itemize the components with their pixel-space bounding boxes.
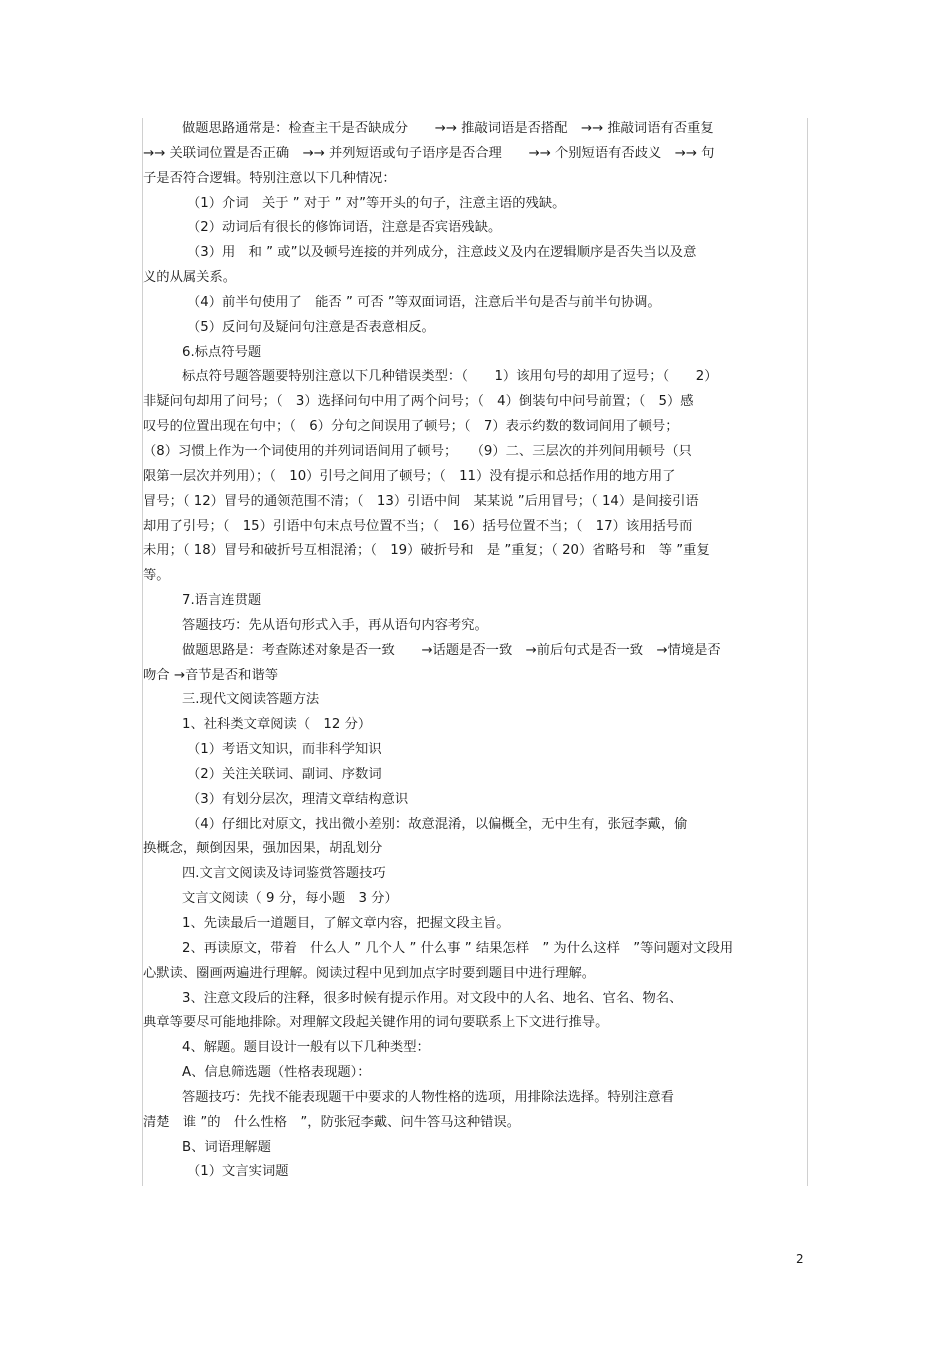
text-line: （3）有划分层次，理清文章结构意识 — [187, 791, 409, 807]
text-line: 却用了引号；（ 15）引语中句末点号位置不当；（ 16）括号位置不当；（ 17）该用括号而 — [143, 518, 693, 534]
page-number: 2 — [796, 1252, 804, 1266]
text-line: 限第一层次并列用）；（ 10）引号之间用了顿号；（ 11）没有提示和总括作用的地方用了 — [143, 468, 676, 484]
text-line: （1）考语文知识，而非科学知识 — [187, 742, 382, 758]
text-line: 6.标点符号题 — [182, 344, 262, 360]
text-line: （3）用 和 ” 或”以及顿号连接的并列成分，注意歧义及内在逻辑顺序是否失当以及意 — [187, 245, 697, 261]
text-line: 2、再读原文，带着 什么人 ” 几个人 ” 什么事 ” 结果怎样 ” 为什么这样 ”等问题对文段用 — [182, 940, 734, 956]
text-line: 文言文阅读（ 9 分，每小题 3 分） — [182, 891, 398, 907]
text-line: A、信息筛选题（性格表现题）： — [182, 1065, 371, 1081]
text-line: 典章等要尽可能地排除。对理解文段起关键作用的词句要联系上下文进行推导。 — [143, 1015, 609, 1031]
text-line: 答题技巧：先找不能表现题干中要求的人物性格的选项，用排除法选择。特别注意看 — [182, 1089, 674, 1105]
text-line: 4、解题。题目设计一般有以下几种类型： — [182, 1040, 430, 1056]
text-line: 答题技巧：先从语句形式入手，再从语句内容考究。 — [182, 617, 488, 633]
text-line: 7.语言连贯题 — [182, 593, 262, 609]
text-line: 3、注意文段后的注释，很多时候有提示作用。对文段中的人名、地名、官名、物名、 — [182, 990, 683, 1006]
text-line: 吻合 →音节是否和谐等 — [143, 667, 279, 683]
text-line: （1）介词 关于 ” 对于 ” 对”等开头的句子，注意主语的残缺。 — [187, 195, 566, 211]
text-line: （1）文言实词题 — [187, 1164, 289, 1180]
text-line: 等。 — [143, 568, 170, 584]
text-line: （5）反问句及疑问句注意是否表意相反。 — [187, 319, 435, 335]
text-line: 换概念，颠倒因果，强加因果，胡乱划分 — [143, 841, 383, 857]
text-line: 子是否符合逻辑。特别注意以下几种情况： — [143, 170, 396, 186]
text-line: 心默读、圈画两遍进行理解。阅读过程中见到加点字时要到题目中进行理解。 — [143, 965, 596, 981]
text-line: 冒号；（ 12）冒号的通领范围不清；（ 13）引语中间 某某说 ”后用冒号；（ 14）是间接引语 — [143, 493, 699, 509]
text-line: 做题思路通常是：检查主干是否缺成分 →→ 推敲词语是否搭配 →→ 推敲词语有否重复 — [182, 121, 714, 136]
text-line: 1、社科类文章阅读（ 12 分） — [182, 717, 372, 733]
text-line: 叹号的位置出现在句中；（ 6）分句之间误用了顿号；（ 7）表示约数的数词间用了顿号； — [143, 419, 679, 435]
text-line: 义的从属关系。 — [143, 270, 237, 286]
text-line: →→ 关联词位置是否正确 →→ 并列短语或句子语序是否合理 →→ 个别短语有否歧义 →→ 句 — [143, 145, 715, 161]
text-line: 做题思路是：考查陈述对象是否一致 →话题是否一致 →前后句式是否一致 →情境是否 — [182, 642, 721, 658]
text-line: B、词语理解题 — [182, 1139, 271, 1155]
text-line: （4）前半句使用了 能否 ” 可否 ”等双面词语，注意后半句是否与前半句协调。 — [187, 294, 661, 310]
text-line: 四.文言文阅读及诗词鉴赏答题技巧 — [182, 866, 386, 882]
text-line: （4）仔细比对原文，找出微小差别：故意混淆，以偏概全，无中生有，张冠李戴，偷 — [187, 816, 688, 832]
text-line: （2）关注关联词、副词、序数词 — [187, 766, 382, 782]
text-line: （2）动词后有很长的修饰词语，注意是否宾语残缺。 — [187, 220, 502, 236]
text-line: 未用；（ 18）冒号和破折号互相混淆；（ 19）破折号和 是 ”重复；（ 20）省略号和 等 ”重复 — [143, 543, 710, 559]
text-line: 1、先读最后一道题目，了解文章内容，把握文段主旨。 — [182, 916, 510, 931]
text-line: 非疑问句却用了问号；（ 3）选择问句中用了两个问号；（ 4）倒装句中问号前置；（ 5）感 — [143, 394, 694, 410]
text-line: 三.现代文阅读答题方法 — [182, 692, 320, 708]
text-line: 标点符号题答题要特别注意以下几种错误类型：（ 1）该用句号的却用了逗号；（ 2） — [182, 369, 718, 385]
document-body — [143, 117, 805, 1185]
text-line: （8）习惯上作为一个词使用的并列词语间用了顿号； （9）二、三层次的并列间用顿号（只 — [143, 443, 692, 459]
text-line: 清楚 谁 ”的 什么性格 ”，防张冠李戴、问牛答马这种错误。 — [143, 1114, 521, 1130]
